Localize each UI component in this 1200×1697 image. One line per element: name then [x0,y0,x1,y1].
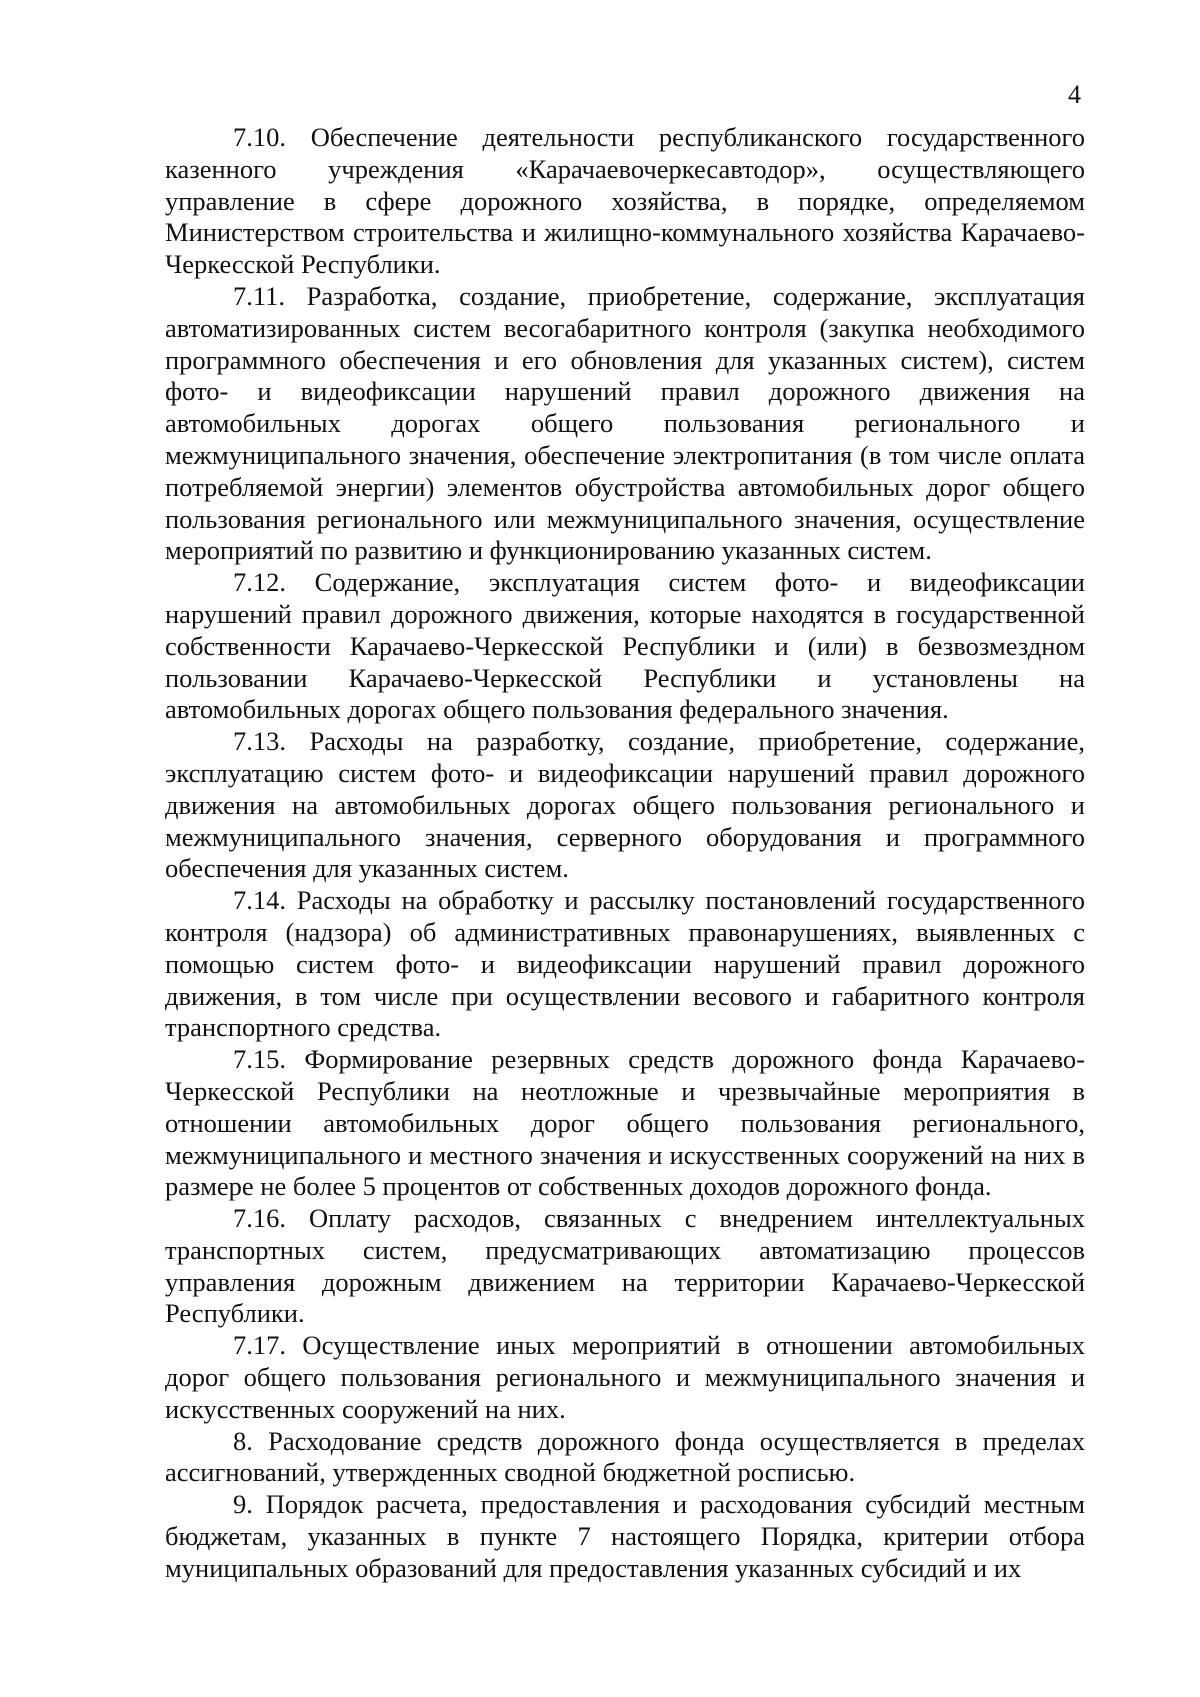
paragraph-9: 9. Порядок расчета, предоставления и расходования субсидий местным бюджетам, указанных в пункте 7 настоящего Порядка, критерии отбора муниципальных образований для предоставления указанных субсидий и их [165,1489,1085,1583]
paragraph-7-15: 7.15. Формирование резервных средств дорожного фонда Карачаево-Черкесской Республики на неотложные и чрезвычайные мероприятия в отношении автомобильных дорог общего пользования регионального, межмуниципального и местного значения и искусственных сооружений на них в размере не более 5 процентов от собственных доходов дорожного фонда. [165,1044,1085,1202]
document-body [165,122,1085,1585]
paragraph-7-16: 7.16. Оплату расходов, связанных с внедрением интеллектуальных транспортных систем, предусматривающих автоматизацию процессов управления дорожным движением на территории Карачаево-Черкесской Республики. [165,1203,1085,1329]
page-number: 4 [1068,80,1081,109]
paragraph-7-12: 7.12. Содержание, эксплуатация систем фото- и видеофиксации нарушений правил дорожного движения, которые находятся в государственной собственности Карачаево-Черкесской Республики и (или) в безвозмездном пользовании Карачаево-Черкесской Республики и установлены на автомобильных дорогах общего пользования федерального значения. [165,567,1085,725]
paragraph-7-17: 7.17. Осуществление иных мероприятий в отношении автомобильных дорог общего пользования регионального и межмуниципального значения и искусственных сооружений на них. [165,1330,1085,1424]
paragraph-7-14: 7.14. Расходы на обработку и рассылку постановлений государственного контроля (надзора) об административных правонарушениях, выявленных с помощью систем фото- и видеофиксации нарушений правил дорожного движения, в том числе при осуществлении весового и габаритного контроля транспортного средства. [165,885,1085,1043]
paragraph-7-13: 7.13. Расходы на разработку, создание, приобретение, содержание, эксплуатацию систем фото- и видеофиксации нарушений правил дорожного движения на автомобильных дорогах общего пользования регионального и межмуниципального значения, серверного оборудования и программного обеспечения для указанных систем. [165,726,1085,884]
paragraph-8: 8. Расходование средств дорожного фонда осуществляется в пределах ассигнований, утвержденных сводной бюджетной росписью. [165,1425,1085,1488]
paragraph-7-10: 7.10. Обеспечение деятельности республиканского государственного казенного учреждения «Карачаевочеркесавтодор», осуществляющего управление в сфере дорожного хозяйства, в порядке, определяемом Министерством строительства и жилищно-коммунального хозяйства Карачаево-Черкесской Республики. [165,122,1085,280]
paragraph-7-11: 7.11. Разработка, создание, приобретение, содержание, эксплуатация автоматизированных систем весогабаритного контроля (закупка необходимого программного обеспечения и его обновления для указанных систем), систем фото- и видеофиксации нарушений правил дорожного движения на автомобильных дорогах общего пользования регионального и межмуниципального значения, обеспечение электропитания (в том числе оплата потребляемой энергии) элементов обустройства автомобильных дорог общего пользования регионального или межмуниципального значения, осуществление мероприятий по развитию и функционированию указанных систем. [165,280,1085,566]
